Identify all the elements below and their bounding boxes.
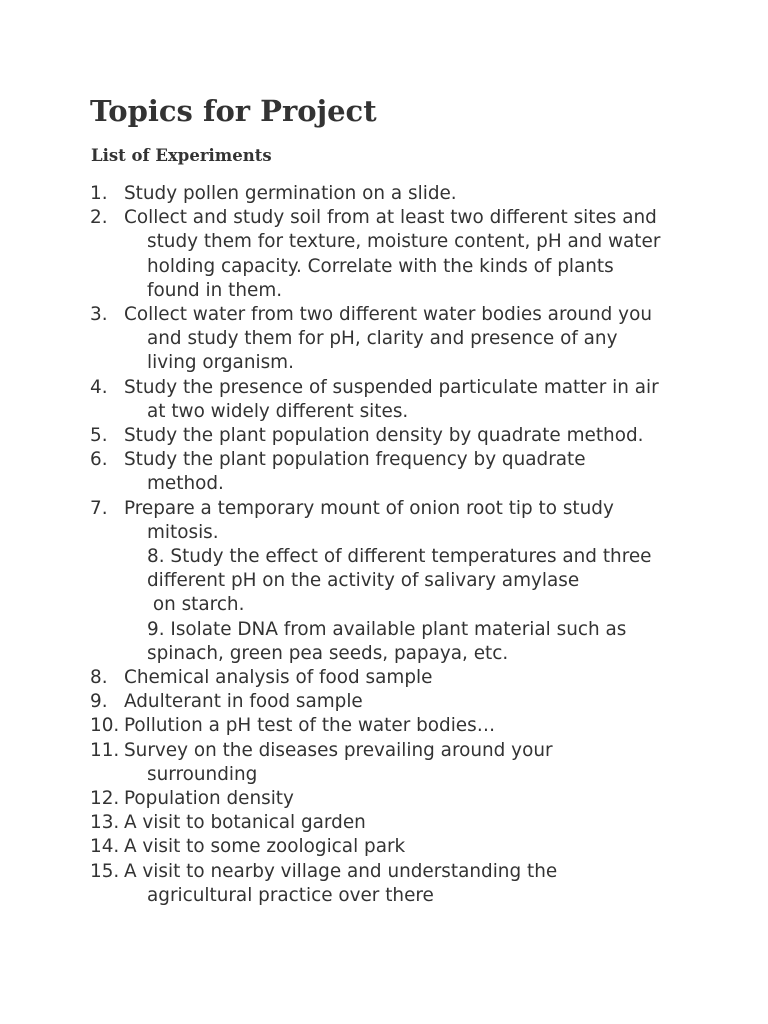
list-item-text-line: Study the plant population density by quadrate method. [124, 425, 644, 447]
list-item-text-line: Collect and study soil from at least two different sites and [124, 207, 657, 229]
list-item-text-line: on starch. [147, 594, 245, 616]
list-item-text-line: study them for texture, moisture content, pH and water [147, 231, 661, 253]
list-item-text-line: found in them. [147, 279, 283, 301]
list-item-number: 5. [90, 425, 108, 447]
list-item-number: 8. [90, 667, 108, 689]
list-item-text-line: Prepare a temporary mount of onion root tip to study [124, 497, 614, 519]
list-item [90, 690, 730, 714]
list-item [90, 424, 730, 448]
list-item [90, 206, 730, 303]
list-item-text-line: 9. Isolate DNA from available plant material such as [147, 618, 627, 640]
list-item [90, 860, 730, 908]
list-item-text-line: Study the presence of suspended particulate matter in air [124, 376, 659, 398]
section-subtitle: List of Experiments [91, 146, 272, 165]
list-item-number: 6. [90, 449, 108, 471]
list-item [90, 182, 730, 206]
list-item [90, 835, 730, 859]
list-item-text-line: 8. Study the effect of different temperatures and three [147, 546, 652, 568]
page-title: Topics for Project [90, 94, 377, 128]
list-item-number: 12. [90, 788, 120, 810]
list-item-number: 9. [90, 691, 108, 713]
list-item-number: 3. [90, 304, 108, 326]
list-item-text-line: spinach, green pea seeds, papaya, etc. [147, 642, 509, 664]
list-item-text-line: Pollution a pH test of the water bodies… [124, 715, 496, 737]
list-item [90, 714, 730, 738]
list-item-number: 13. [90, 812, 120, 834]
list-item-text-line: mitosis. [147, 521, 219, 543]
list-item-text-line: living organism. [147, 352, 294, 374]
list-item-text-line: surrounding [147, 763, 258, 785]
list-item-text-line: at two widely different sites. [147, 400, 409, 422]
list-item [90, 303, 730, 376]
list-item-text-line: Chemical analysis of food sample [124, 667, 433, 689]
list-item-number: 11. [90, 739, 120, 761]
list-item-text-line: different pH on the activity of salivary amylase [147, 570, 580, 592]
list-item-text-line: Collect water from two different water bodies around you [124, 304, 652, 326]
list-item-text-line: A visit to some zoological park [124, 836, 406, 858]
list-item-text-line: holding capacity. Correlate with the kinds of plants [147, 255, 614, 277]
list-item [90, 739, 730, 787]
list-item-number: 1. [90, 183, 108, 204]
list-item-text-line: Study the plant population frequency by quadrate [124, 449, 586, 471]
list-item-text-line: Adulterant in food sample [124, 691, 363, 713]
list-item [90, 666, 730, 690]
list-item-text-line: Survey on the diseases prevailing around your [124, 739, 553, 761]
list-item-text-line: and study them for pH, clarity and presence of any [147, 328, 618, 350]
list-item-number: 15. [90, 860, 120, 882]
list-item-text-line: A visit to nearby village and understanding the [124, 860, 558, 882]
list-item [90, 811, 730, 835]
list-item-number: 4. [90, 376, 108, 398]
list-item-number: 10. [90, 715, 120, 737]
list-item-text-line: method. [147, 473, 224, 495]
list-item [90, 376, 730, 424]
list-item-text-line: agricultural practice over there [147, 884, 434, 906]
list-item-text-line: A visit to botanical garden [124, 812, 366, 834]
list-item-number: 2. [90, 207, 108, 229]
list-item-text-line: Population density [124, 788, 294, 810]
list-item [90, 497, 730, 666]
list-item-number: 7. [90, 497, 108, 519]
list-item-text-line: Study pollen germination on a slide. [124, 183, 457, 204]
list-item-number: 14. [90, 836, 120, 858]
list-item [90, 787, 730, 811]
experiment-list [90, 182, 730, 908]
list-item [90, 448, 730, 496]
